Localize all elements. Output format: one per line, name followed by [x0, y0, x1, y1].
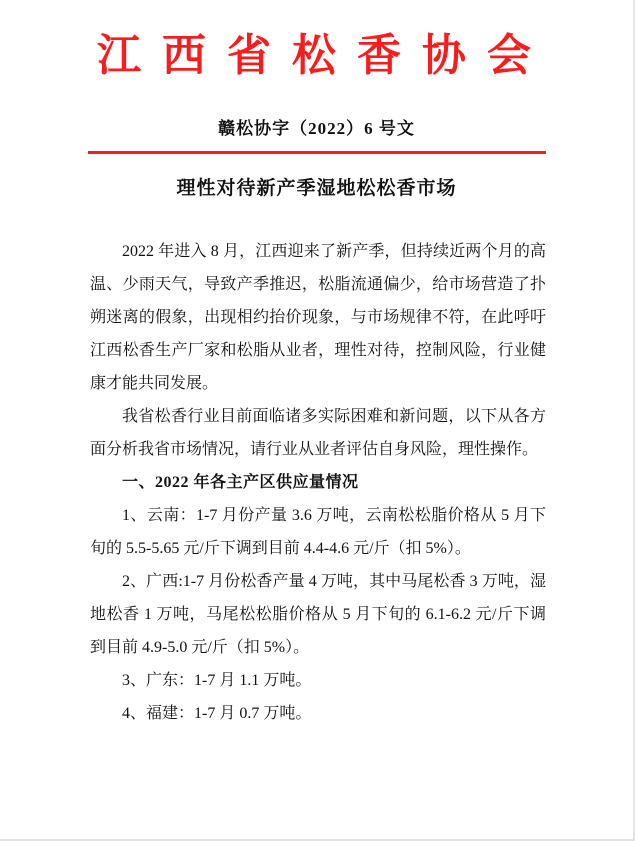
list-item-guangxi: 2、广西:1-7 月份松香产量 4 万吨，其中马尾松香 3 万吨，湿地松香 1 万吨，马尾松松脂价格从 5 月下旬的 6.1-6.2 元/斤下调到目前 4.9-5.0 元/斤（扣 5%）。	[90, 573, 546, 656]
list-item-fujian: 4、福建：1-7 月 0.7 万吨。	[122, 705, 312, 722]
list-item-yunnan: 1、云南：1-7 月份产量 3.6 万吨，云南松松脂价格从 5 月下旬的 5.5-5.65 元/斤下调到目前 4.4-4.6 元/斤（扣 5%）。	[90, 507, 546, 557]
document-subject-title: 理性对待新产季湿地松松香市场	[176, 178, 457, 199]
document-body	[90, 235, 546, 730]
organization-letterhead-title: 江 西 省 松 香 协 会	[97, 31, 536, 80]
body-paragraph: 2022 年进入 8 月，江西迎来了新产季，但持续近两个月的高温、少雨天气，导致产季推迟，松脂流通偏少，给市场营造了扑朔迷离的假象，出现相约抬价现象，与市场规律不符，在此呼吁江西松香生产厂家和松脂从业者，理性对待，控制风险，行业健康才能共同发展。	[90, 243, 546, 392]
body-paragraph: 我省松香行业目前面临诸多实际困难和新问题，以下从各方面分析我省市场情况，请行业从业者评估自身风险，理性操作。	[90, 408, 546, 458]
letterhead-divider-rule	[88, 151, 546, 154]
section-heading-supply-overview: 一、2022 年各主产区供应量情况	[122, 474, 359, 491]
list-item-guangdong: 3、广东：1-7 月 1.1 万吨。	[122, 672, 312, 689]
document-number: 赣松协字（2022）6 号文	[218, 119, 415, 138]
